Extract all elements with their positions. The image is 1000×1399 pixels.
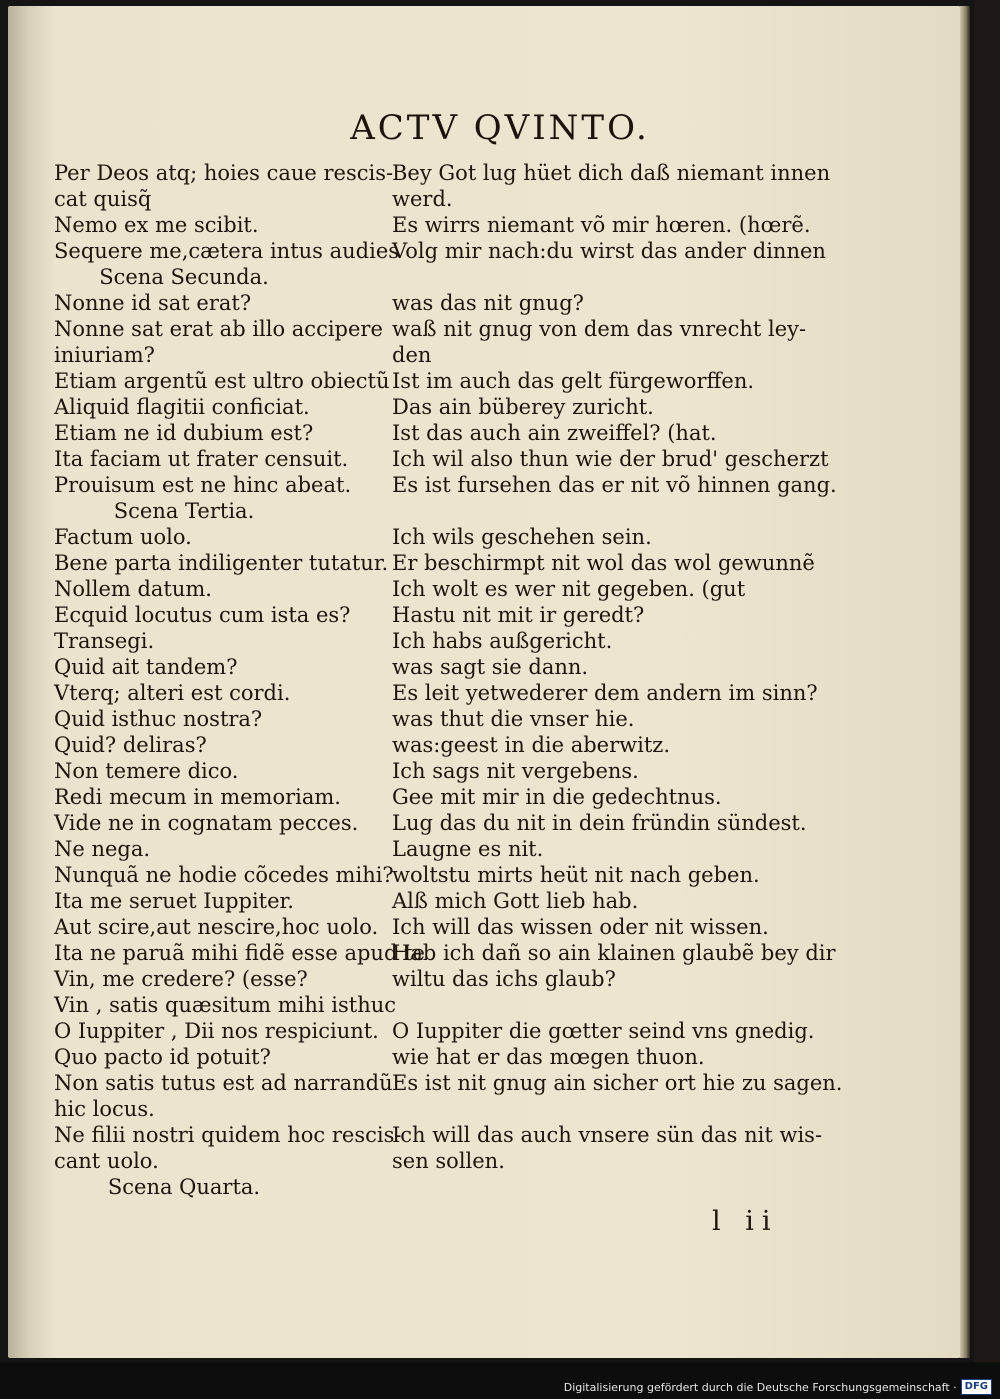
latin-line: Nonne sat erat ab illo accipere [54,317,383,341]
german-line: Es leit yetwederer dem andern im sinn? [392,681,818,705]
latin-line: Ne filii nostri quidem hoc rescis- [54,1123,402,1147]
latin-line: Nemo ex me scibit. [54,213,259,237]
german-line [392,1096,824,1122]
german-line [392,264,824,290]
latin-line: Non temere dico. [54,759,239,783]
german-line: Es wirrs niemant võ mir hœren. (hœrẽ. [392,213,811,237]
german-line: Das ain büberey zuricht. [392,395,654,419]
latin-line: Transegi. [54,629,155,653]
latin-line: Quid? deliras? [54,733,207,757]
german-line: was:geest in die aberwitz. [392,733,671,757]
latin-line: iniuriam? [54,343,155,367]
german-line: Ist das auch ain zweiffel? (hat. [392,421,717,445]
german-line: Laugne es nit. [392,837,544,861]
german-line: waß nit gnug von dem das vnrecht ley- [392,317,807,341]
latin-line: hic locus. [54,1097,155,1121]
german-line: wie hat er das mœgen thuon. [392,1045,705,1069]
german-line: Gee mit mir in die gedechtnus. [392,785,722,809]
german-line: was sagt sie dann. [392,655,589,679]
latin-line: Non satis tutus est ad narrandũ [54,1071,393,1095]
latin-line: Aliquid flagitii conficiat. [54,395,310,419]
running-head: ACTV QVINTO. [350,108,650,148]
latin-line: cat quisq̃ [54,187,152,211]
german-line: Ich habs außgericht. [392,629,613,653]
latin-line: Scena Quarta. [107,1175,261,1199]
german-line: sen sollen. [392,1149,505,1173]
latin-line: Ita me seruet Iuppiter. [54,889,294,913]
credit-line [564,1379,992,1395]
latin-line: O Iuppiter , Dii nos respiciunt. [54,1019,379,1043]
german-column [392,160,843,1200]
german-line: den [392,343,432,367]
latin-line: Ne nega. [54,837,151,861]
german-line: wiltu das ichs glaub? [392,967,616,991]
latin-line: Ecquid locutus cum ista es? [54,603,351,627]
german-line: Ich wils geschehen sein. [392,525,652,549]
latin-line: Scena Secunda. [99,265,269,289]
latin-line: Nunquã ne hodie cõcedes mihi? [54,863,394,887]
latin-line: Ita ne paruã mihi fidẽ esse apud te [54,941,425,965]
latin-line: Redi mecum in memoriam. [54,785,341,809]
signature-mark: l ii [712,1206,779,1237]
german-line: was thut die vnser hie. [392,707,635,731]
dfg-logo: DFG [961,1379,992,1395]
german-line: Ist im auch das gelt fürgeworffen. [392,369,755,393]
latin-line: Ita faciam ut frater censuit. [54,447,349,471]
german-line: woltstu mirts heüt nit nach geben. [392,863,760,887]
latin-line: Nollem datum. [54,577,212,601]
german-line: Bey Got lug hüet dich daß niemant innen [392,161,831,185]
latin-line: Bene parta indiligenter tutatur. [54,551,389,575]
latin-line: Aut scire,aut nescire,hoc uolo. [54,915,379,939]
german-line: Es ist nit gnug ain sicher ort hie zu sagen. [392,1071,843,1095]
latin-line: Vide ne in cognatam pecces. [54,811,359,835]
page-edge [960,6,970,1358]
german-line: Alß mich Gott lieb hab. [392,889,639,913]
german-line [392,992,824,1018]
book-spine [974,0,1000,1362]
latin-line: Factum uolo. [54,525,192,549]
latin-line: Quid ait tandem? [54,655,238,679]
german-line: Hab ich dañ so ain klainen glaubẽ bey dir [392,941,836,965]
credit-text: Digitalisierung gefördert durch die Deutsche Forschungsgemeinschaft · [563,1380,957,1394]
german-line [392,498,824,524]
latin-line: Vin , satis quæsitum mihi isthuc [54,993,397,1017]
german-line: Hastu nit mit ir geredt? [392,603,645,627]
latin-line: cant uolo. [54,1149,159,1173]
german-line: Ich sags nit vergebens. [392,759,639,783]
latin-line: Etiam ne id dubium est? [54,421,314,445]
latin-line: Scena Tertia. [113,499,255,523]
latin-line: Sequere me,cætera intus audies [54,239,400,263]
german-line: O Iuppiter die gœtter seind vns gnedig. [392,1019,815,1043]
latin-line: Quo pacto id potuit? [54,1045,271,1069]
latin-line: Vin, me credere? (esse? [54,967,308,991]
latin-line: Nonne id sat erat? [54,291,252,315]
latin-line: Per Deos atq; hoies caue rescis- [54,161,394,185]
german-line: werd. [392,187,453,211]
latin-line: Etiam argentũ est ultro obiectũ [54,369,390,393]
german-line [392,1174,824,1200]
german-line: Ich will das wissen oder nit wissen. [392,915,769,939]
german-line: Es ist fursehen das er nit võ hinnen gang. [392,473,837,497]
german-line: Ich will das auch vnsere sün das nit wis- [392,1123,823,1147]
german-line: Lug das du nit in dein fründin sündest. [392,811,807,835]
latin-line: Prouisum est ne hinc abeat. [54,473,352,497]
german-line: Er beschirmpt nit wol das wol gewunnẽ [392,551,815,575]
german-line: Volg mir nach:du wirst das ander dinnen [392,239,826,263]
german-line: was das nit gnug? [392,291,584,315]
latin-line: Vterq; alteri est cordi. [54,681,291,705]
german-line: Ich wolt es wer nit gegeben. (gut [392,577,746,601]
german-line: Ich wil also thun wie der brud' gescherzt [392,447,829,471]
latin-line: Quid isthuc nostra? [54,707,263,731]
